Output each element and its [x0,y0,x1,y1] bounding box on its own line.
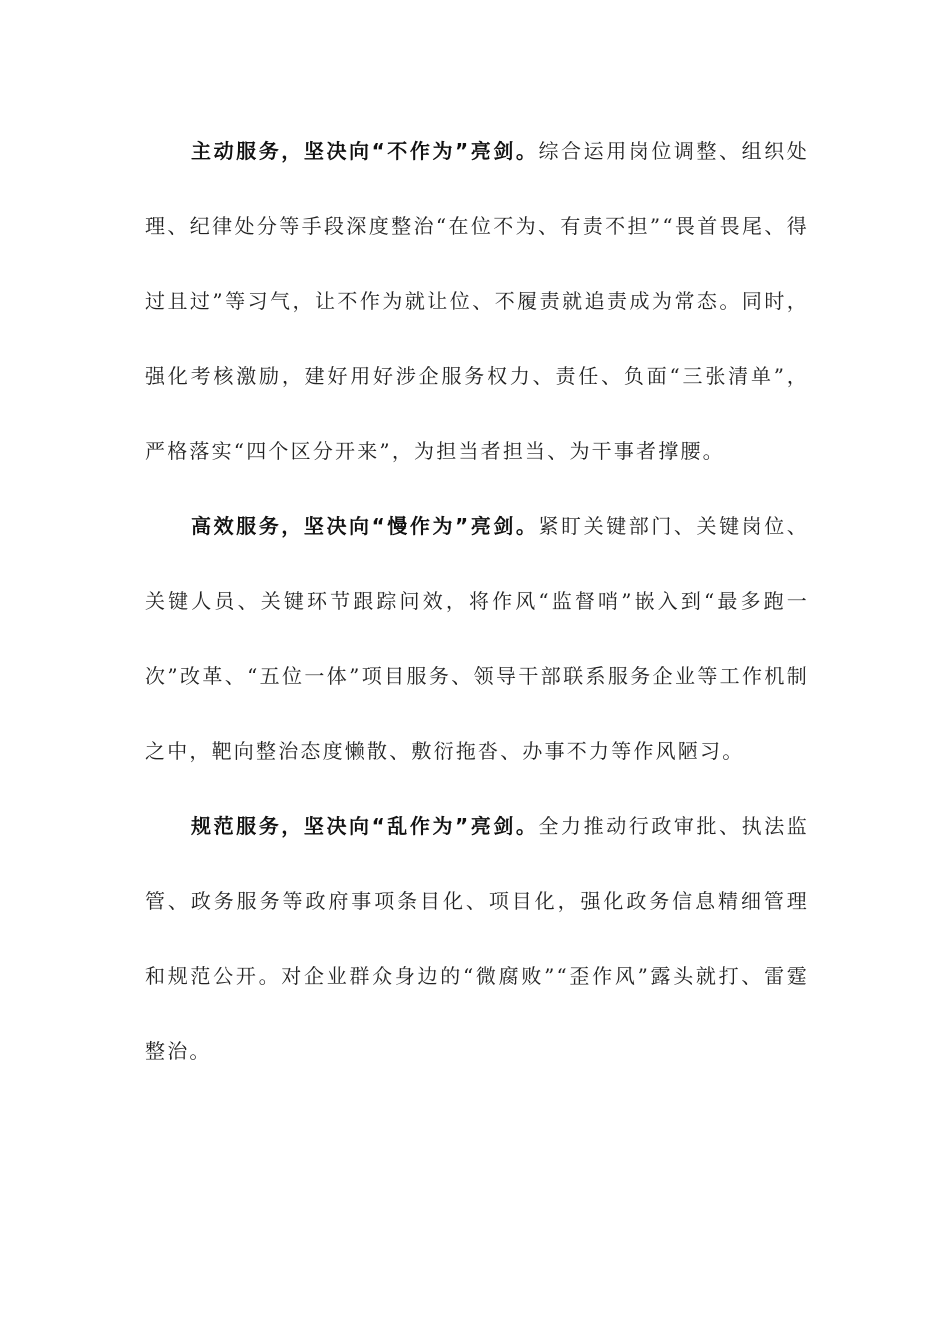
paragraph-lead: 高效服务，坚决向“慢作为”亮剑。 [191,514,539,538]
paragraph-lead: 规范服务，坚决向“乱作为”亮剑。 [191,814,539,838]
paragraph-standard-service [145,789,809,1089]
paragraph-lead: 主动服务，坚决向“不作为”亮剑。 [191,139,539,163]
paragraph-active-service [145,114,809,489]
paragraph-efficient-service [145,489,809,789]
paragraph-text: 紧盯关键部门、关键岗位、关键人员、关键环节跟踪问效，将作风“监督哨”嵌入到“最多跑一次”改革、“五位一体”项目服务、领导干部联系服务企业等工作机制之中，靶向整治态度懒散、敷衍拖沓、办事不力等作风陋习。 [145,514,809,763]
document-body [145,114,809,1089]
paragraph-text: 综合运用岗位调整、组织处理、纪律处分等手段深度整治“在位不为、有责不担”“畏首畏尾、得过且过”等习气，让不作为就让位、不履责就追责成为常态。同时，强化考核激励，建好用好涉企服务权力、责任、负面“三张清单”，严格落实“四个区分开来”，为担当者担当、为干事者撑腰。 [145,139,809,463]
paragraph-text: 全力推动行政审批、执法监管、政务服务等政府事项条目化、项目化，强化政务信息精细管理和规范公开。对企业群众身边的“微腐败”“歪作风”露头就打、雷霆整治。 [145,814,809,1063]
